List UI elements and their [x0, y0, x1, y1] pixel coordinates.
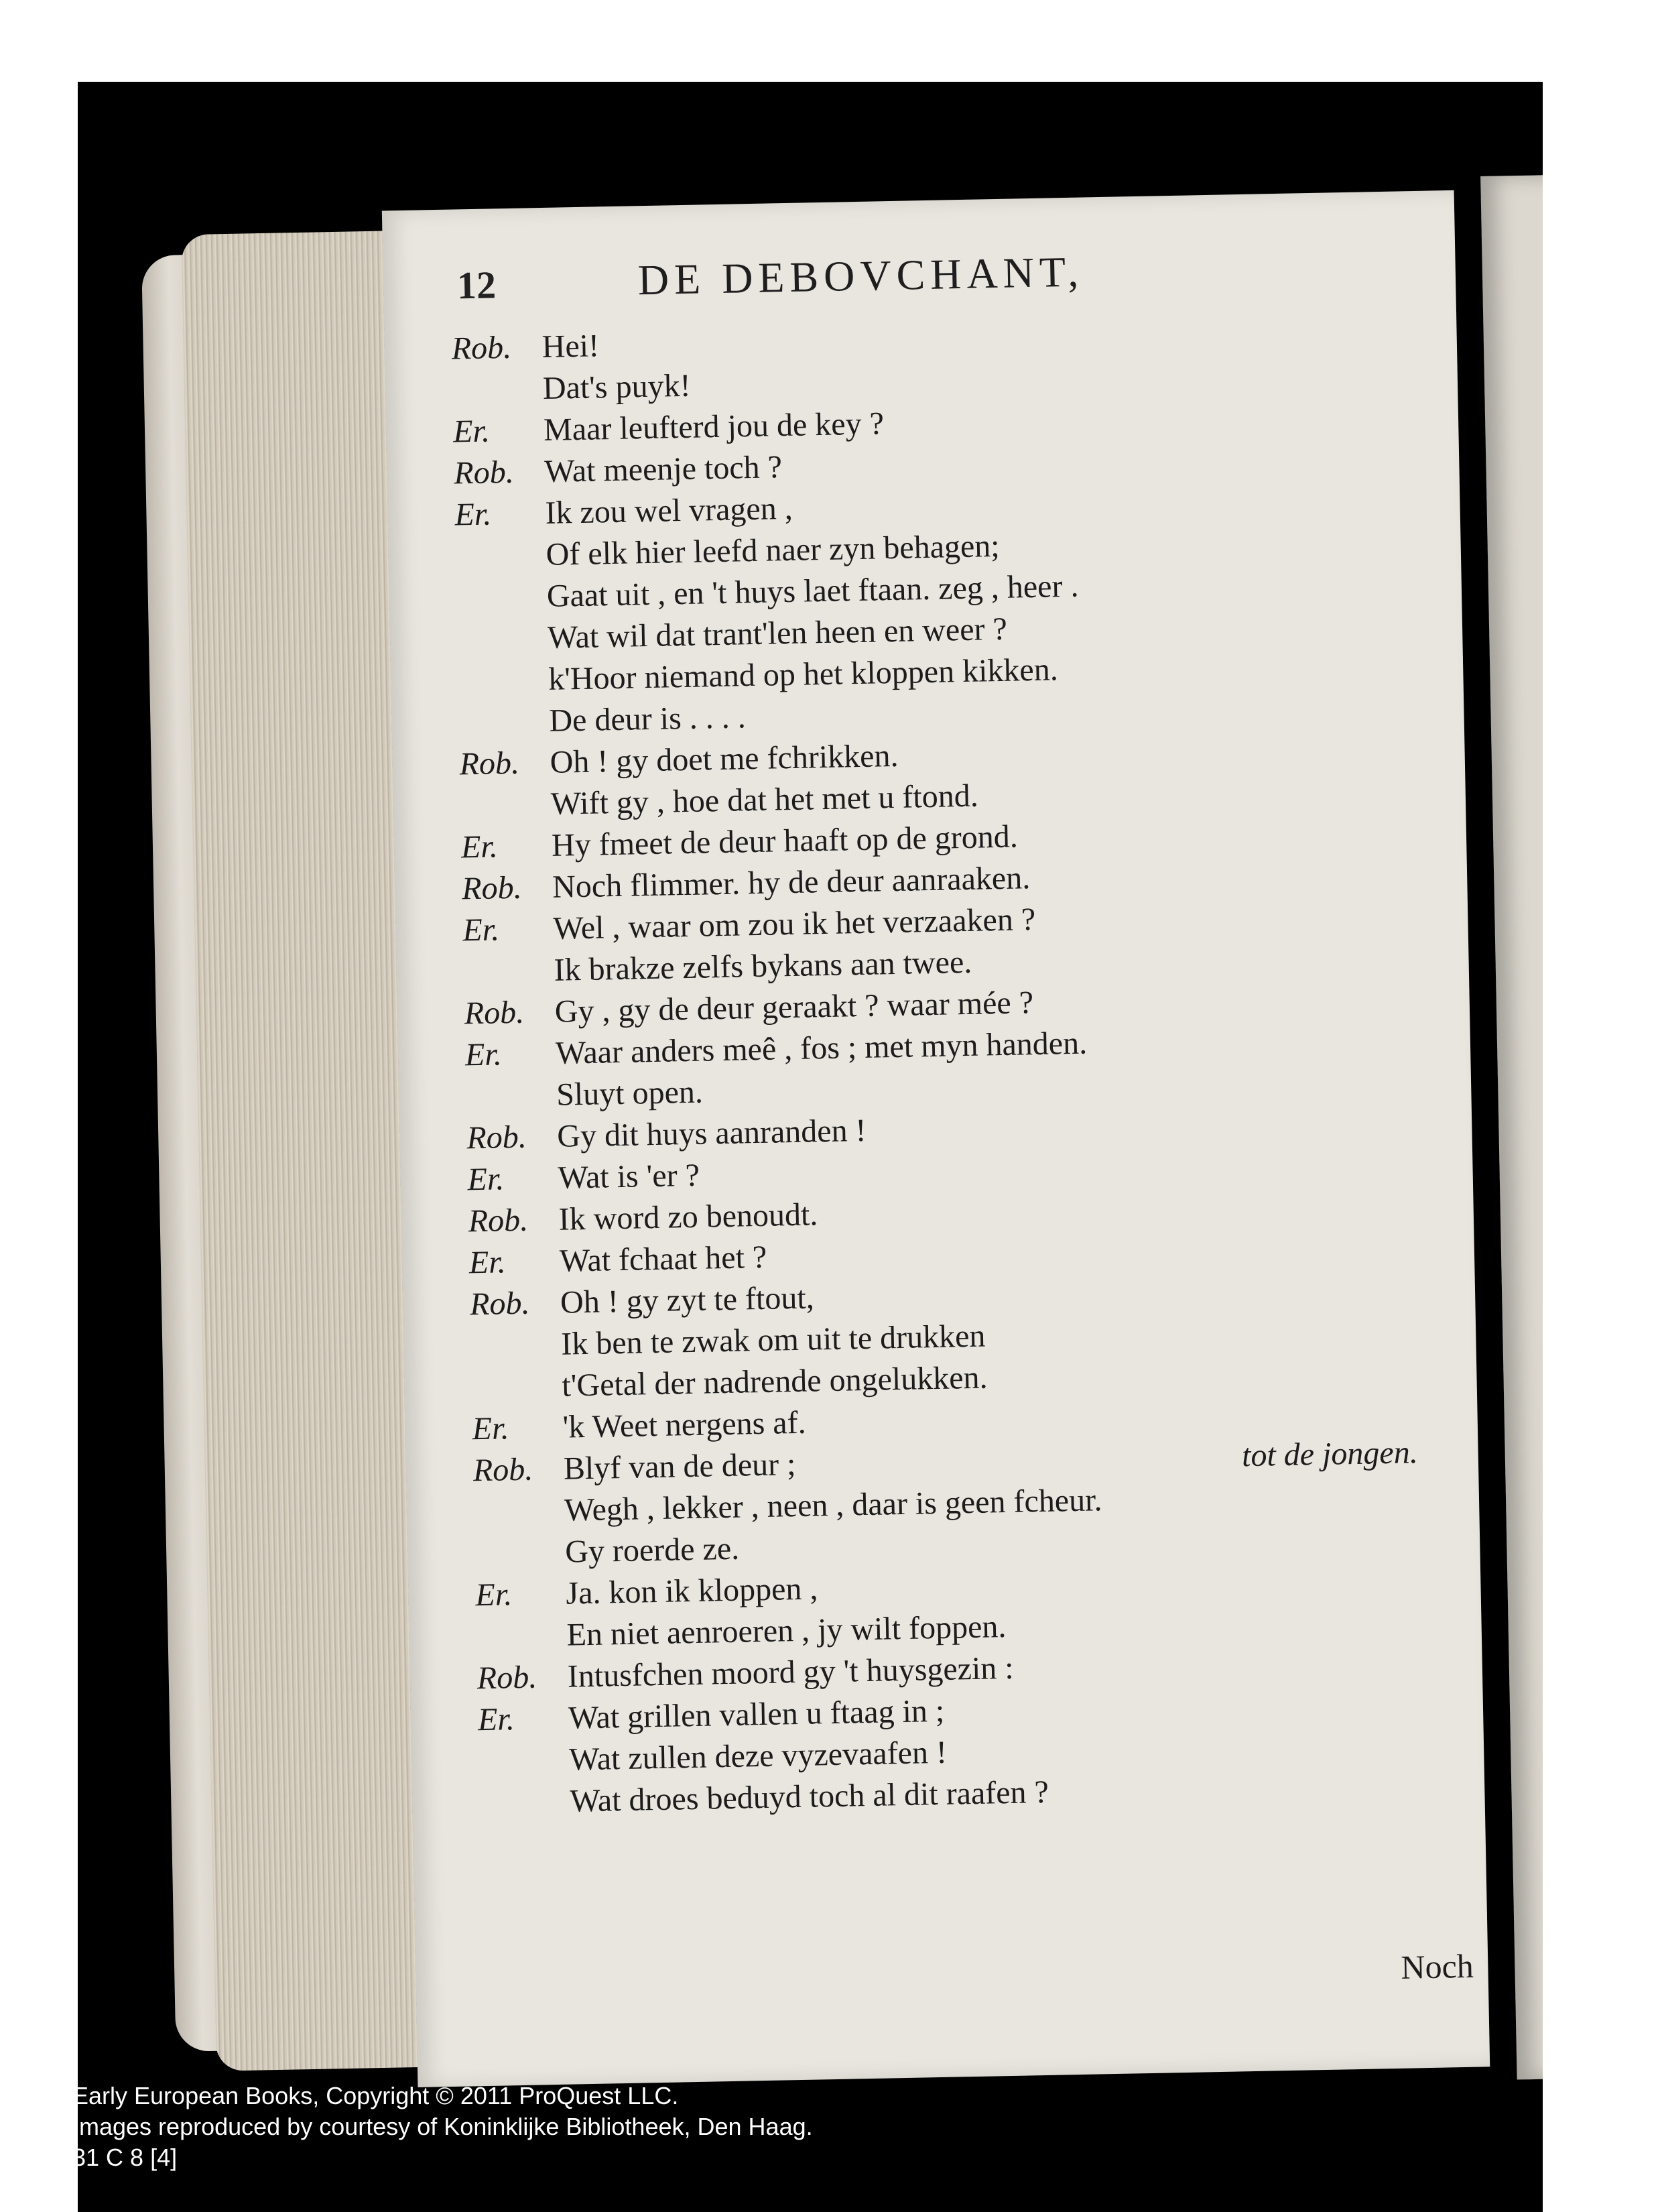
speaker-label: Rob. — [468, 1202, 529, 1239]
verse-text: Gy dit huys aanranden ! — [556, 1112, 867, 1154]
verse-text: Wel , waar om zou ik het verzaaken ? — [552, 902, 1036, 946]
verse-text: Ja. kon ik kloppen , — [565, 1571, 818, 1611]
speaker-label: Er. — [464, 1036, 503, 1073]
verse-text: Wat meenje toch ? — [544, 449, 783, 489]
verse-text: En niet aenroeren , jy wilt foppen. — [566, 1609, 1007, 1653]
verse-text: Gaat uit , en 't huys laet ftaan. zeg , heer . — [546, 568, 1079, 614]
stage-direction: tot de jongen. — [1241, 1434, 1419, 1474]
book-block — [99, 135, 1543, 2106]
speaker-label: Er. — [454, 496, 492, 533]
speaker-label: Rob. — [472, 1451, 533, 1489]
verse-text: Wat grillen vallen u ftaag in ; — [568, 1693, 945, 1736]
credit-line-1: Early European Books, Copyright © 2011 ProQuest LLC. — [72, 2082, 679, 2109]
page-number: 12 — [456, 263, 497, 308]
verse-text: Noch flimmer. hy de deur aanraaken. — [552, 860, 1031, 905]
speaker-label: Er. — [472, 1410, 509, 1447]
verse-text: Oh ! gy zyt te ftout, — [560, 1280, 815, 1320]
verse-text: Ik word zo benoudt. — [558, 1196, 818, 1237]
running-title: DE DEBOVCHANT, — [637, 247, 1084, 304]
speaker-label: Rob. — [459, 745, 520, 782]
verse-text: Wat fchaat het ? — [559, 1239, 767, 1279]
verse-text: Of elk hier leefd naer zyn behagen; — [546, 528, 1001, 572]
verse-text: t'Getal der nadrende ongelukken. — [562, 1359, 988, 1404]
verse-text: Maar leufterd jou de key ? — [543, 406, 885, 448]
verse-text: Ik brakze zelfs bykans aan twee. — [554, 944, 972, 988]
verse-text: Ik ben te zwak om uit te drukken — [560, 1318, 986, 1362]
verse-text: Wat zullen deze vyzevaafen ! — [568, 1734, 948, 1778]
speaker-label: Er. — [462, 912, 500, 948]
speaker-label: Rob. — [461, 869, 523, 907]
verse-text: Blyf van de deur ; — [563, 1447, 796, 1487]
verse-text: Gy roerde ze. — [564, 1530, 740, 1570]
verse-text: Intusfchen moord gy 't huysgezin : — [567, 1650, 1015, 1695]
verse-text: Sluyt open. — [556, 1074, 704, 1113]
facing-page — [1480, 174, 1543, 2080]
verse-text: Wat wil dat trant'len heen en weer ? — [547, 611, 1008, 656]
speaker-label: Er. — [452, 413, 491, 450]
verse-text: Wat is 'er ? — [558, 1157, 700, 1196]
catchword: Noch — [1400, 1947, 1474, 1986]
verse-text: Dat's puyk! — [542, 367, 692, 406]
verse-text: Wat droes beduyd toch al dit raafen ? — [569, 1774, 1049, 1819]
verse-text: Gy , gy de deur geraakt ? waar mée ? — [554, 985, 1034, 1030]
verse-text: Ik zou wel vragen , — [545, 490, 793, 531]
verse-text: k'Hoor niemand op het kloppen kikken. — [548, 652, 1059, 697]
speaker-label: Er. — [474, 1577, 513, 1613]
dialogue-text — [451, 312, 1452, 1826]
speaker-label: Rob. — [464, 994, 525, 1032]
speaker-label: Rob. — [453, 454, 515, 491]
verse-text: Hei! — [541, 328, 600, 365]
verse-text: Oh ! gy doet me fchrikken. — [550, 737, 899, 780]
speaker-label: Rob. — [476, 1659, 537, 1697]
verse-text: 'k Weet nergens af. — [562, 1404, 807, 1445]
scan-frame — [78, 82, 1543, 2212]
credit-line-2: Images reproduced by courtesy of Koninklijke Bibliotheek, Den Haag. — [72, 2113, 813, 2140]
speaker-label: Er. — [467, 1161, 505, 1198]
speaker-label: Er. — [468, 1244, 507, 1281]
speaker-label: Er. — [460, 828, 499, 865]
verse-text: Wegh , lekker , neen , daar is geen fcheur. — [564, 1482, 1102, 1528]
speaker-label: Rob. — [451, 329, 512, 367]
verse-text: De deur is . . . . — [548, 699, 747, 739]
speaker-label: Er. — [477, 1701, 515, 1738]
credit-line-3: 31 C 8 [4] — [72, 2144, 178, 2171]
speaker-label: Rob. — [466, 1119, 527, 1156]
verse-text: Hy fmeet de deur haaft op de grond. — [551, 818, 1019, 863]
verse-text: Waar anders meê , fos ; met myn handen. — [555, 1025, 1088, 1071]
speaker-label: Rob. — [469, 1285, 530, 1323]
verse-text: Wift gy , hoe dat het met u ftond. — [550, 778, 979, 822]
